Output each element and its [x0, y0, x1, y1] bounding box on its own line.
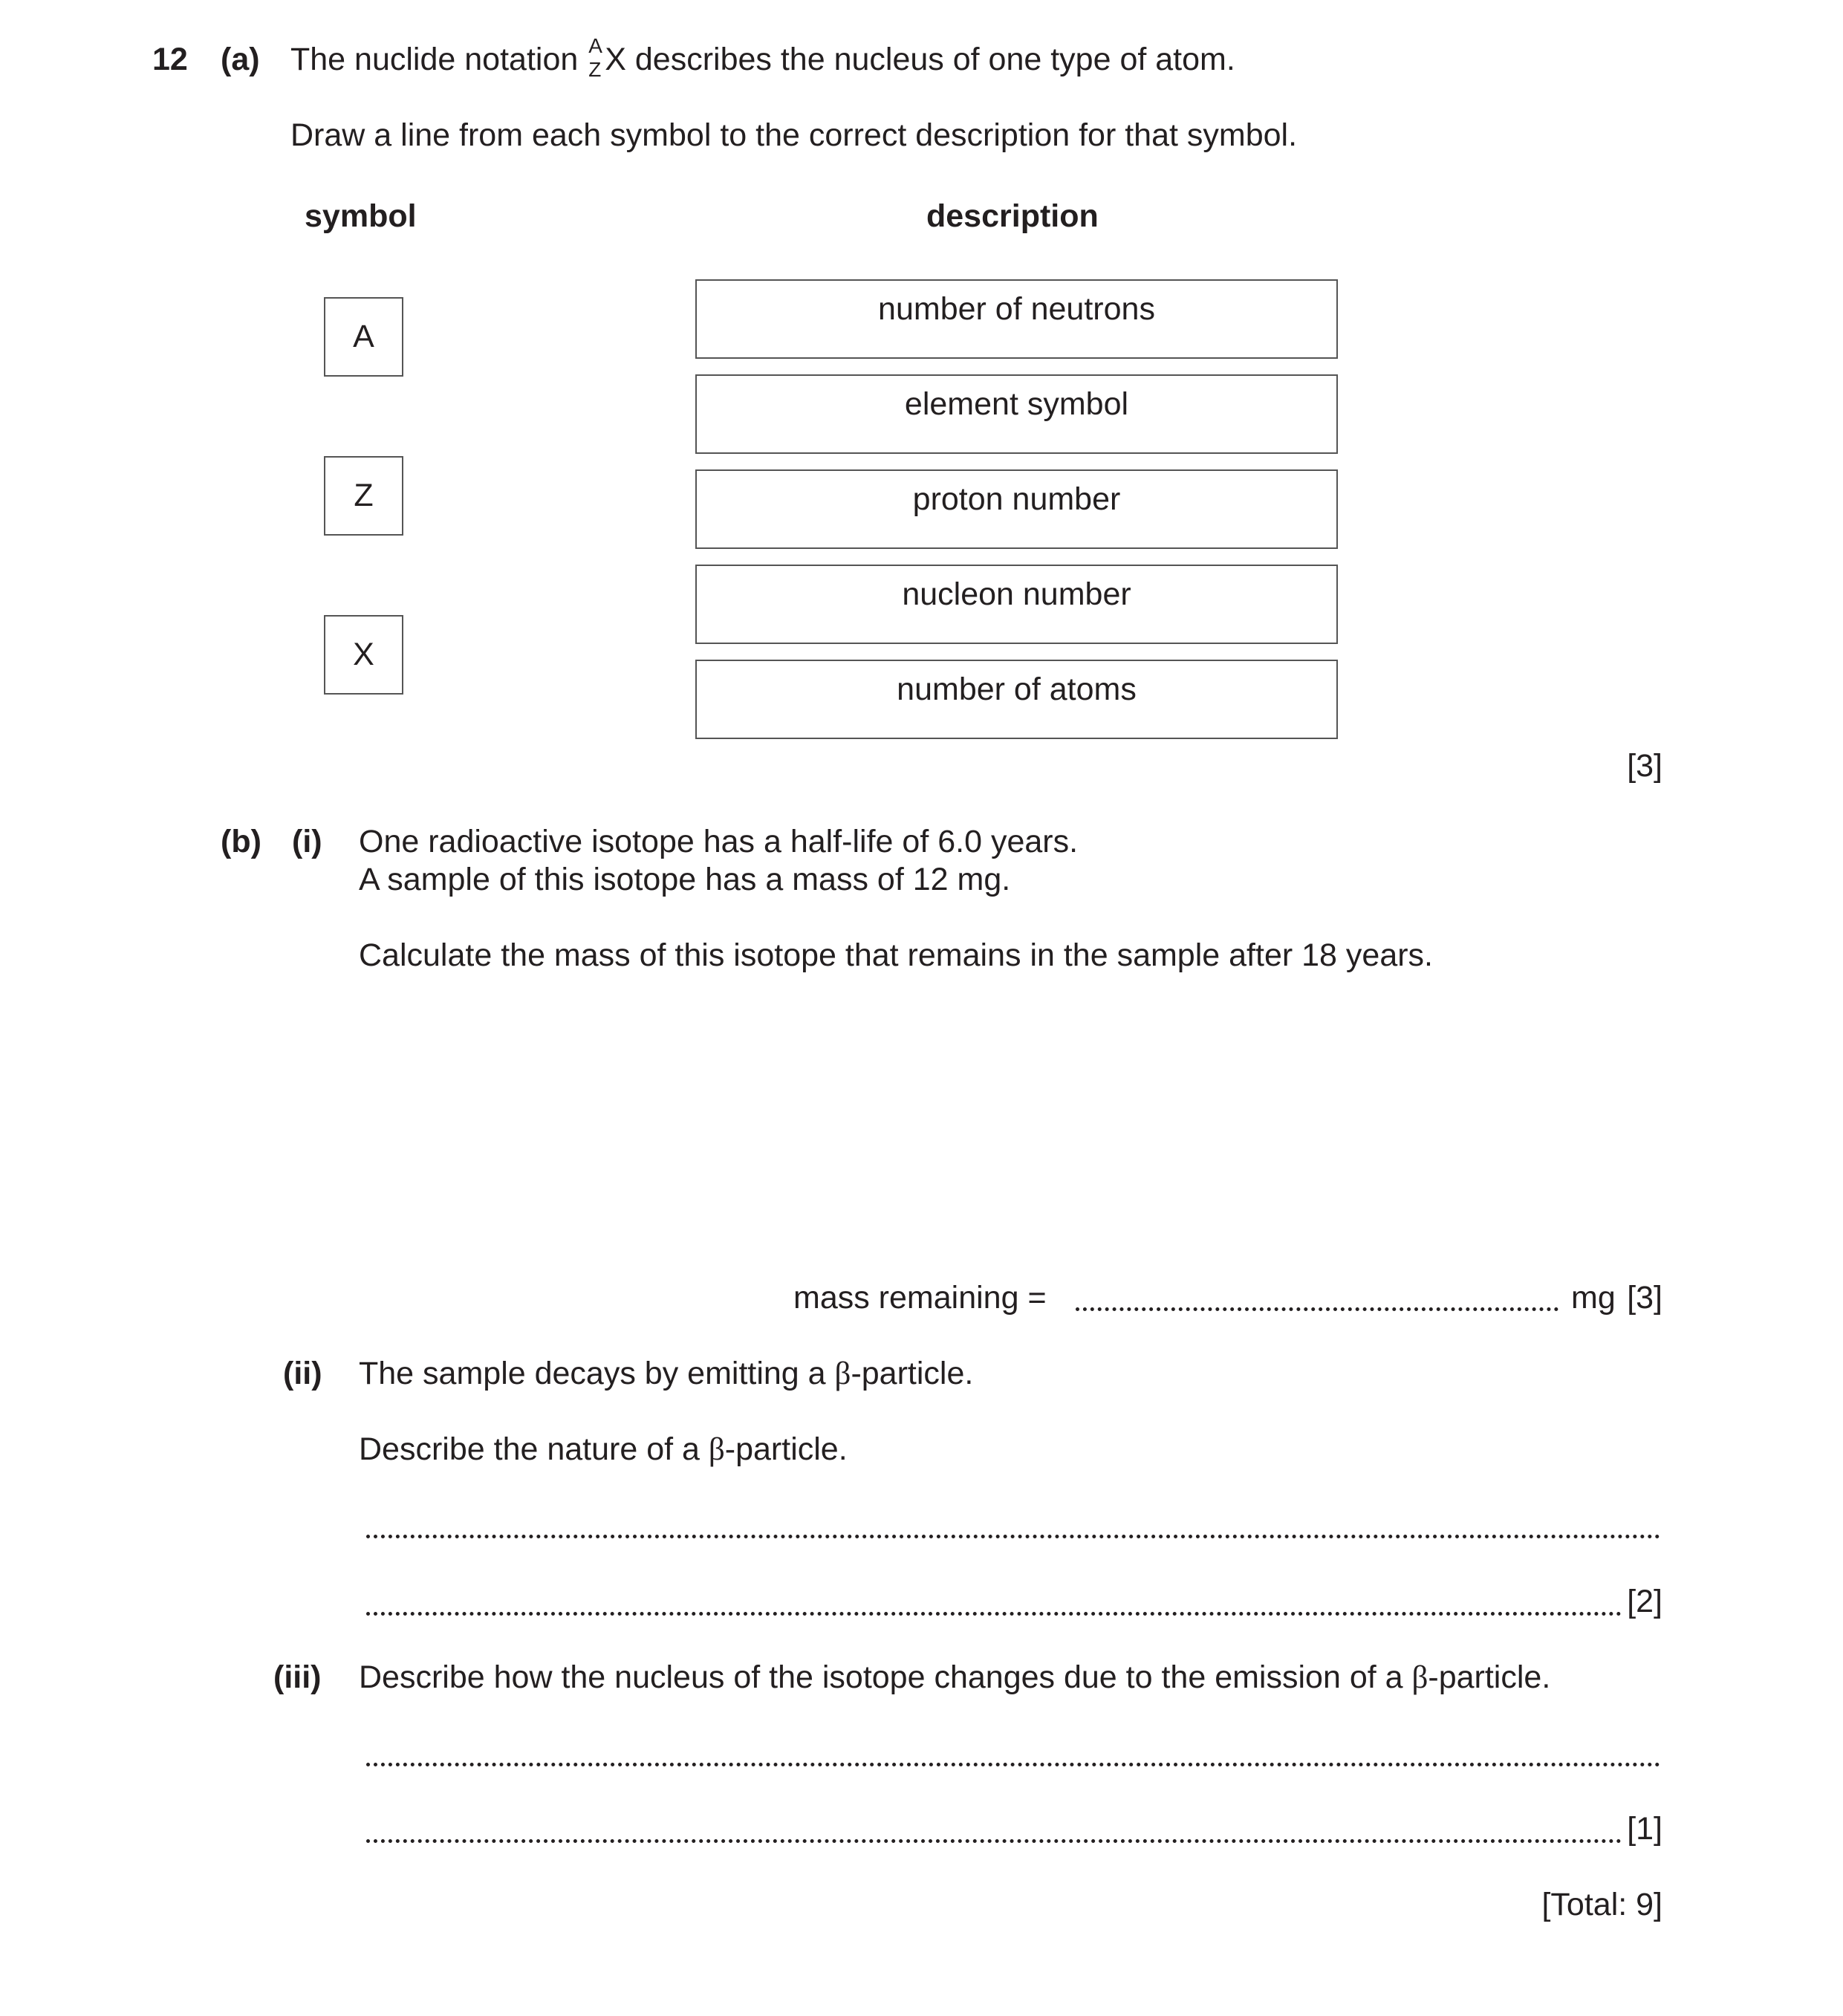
part-b-iii-label: (iii) — [273, 1659, 322, 1695]
part-b-ii-line1-text: The sample decays by emitting a — [359, 1356, 826, 1391]
part-a-instruction: Draw a line from each symbol to the correct description for that symbol. — [290, 117, 1298, 153]
symbol-label: X — [353, 637, 374, 672]
notation-element-symbol: X — [605, 42, 626, 77]
description-heading: description — [926, 198, 1099, 234]
part-a-marks: [3] — [1627, 748, 1662, 784]
part-b-iii-suffix: -particle. — [1428, 1659, 1551, 1695]
question-number: 12 — [152, 42, 188, 77]
description-label: number of neutrons — [878, 291, 1155, 327]
part-b-ii-marks: [2] — [1627, 1584, 1662, 1619]
beta-symbol: β — [834, 1356, 851, 1391]
nuclide-notation — [587, 34, 605, 81]
part-b-i-question: Calculate the mass of this isotope that remains in the sample after 18 years. — [359, 937, 1434, 973]
part-b-ii-label: (ii) — [283, 1356, 322, 1391]
mass-unit: mg — [1571, 1280, 1616, 1316]
notation-proton-number: Z — [588, 58, 602, 81]
description-box-neutrons[interactable] — [695, 279, 1338, 359]
description-box-nucleon-number[interactable] — [695, 565, 1338, 644]
part-b-iii-answer-line-1[interactable] — [366, 1763, 1660, 1766]
description-label: proton number — [912, 481, 1121, 517]
notation-mass-number: A — [588, 34, 602, 57]
part-b-iii-answer-line-2[interactable] — [366, 1839, 1622, 1843]
part-b-ii-line1 — [359, 1354, 973, 1394]
description-label: nucleon number — [902, 576, 1131, 612]
part-b-ii-answer-line-2[interactable] — [366, 1612, 1622, 1616]
beta-symbol: β — [1411, 1660, 1428, 1695]
part-b-i-line1: One radioactive isotope has a half-life of 6.0 years. — [359, 824, 1079, 859]
total-marks: [Total: 9] — [1541, 1887, 1662, 1922]
part-b-i-marks: [3] — [1627, 1280, 1662, 1316]
symbol-label: Z — [354, 478, 374, 513]
part-b-ii-line1-suffix: -particle. — [851, 1356, 974, 1391]
description-box-element-symbol[interactable] — [695, 374, 1338, 454]
symbol-heading: symbol — [305, 198, 417, 234]
part-b-ii-line2-suffix: -particle. — [724, 1431, 848, 1467]
part-b-ii-answer-line-1[interactable] — [366, 1535, 1660, 1538]
description-label: element symbol — [904, 386, 1129, 422]
symbol-box-a[interactable] — [324, 297, 403, 377]
part-b-iii-question — [359, 1658, 1550, 1697]
part-a-stem — [290, 34, 1235, 81]
part-b-ii-line2-text: Describe the nature of a — [359, 1431, 700, 1467]
part-b-ii-line2 — [359, 1430, 848, 1469]
symbol-label: A — [353, 319, 374, 354]
part-b-iii-text: Describe how the nucleus of the isotope changes due to the emission of a — [359, 1659, 1403, 1695]
description-box-number-of-atoms[interactable] — [695, 660, 1338, 739]
part-b-i-line2: A sample of this isotope has a mass of 12 mg. — [359, 862, 1011, 897]
symbol-box-x[interactable] — [324, 615, 403, 695]
part-b-label: (b) — [221, 824, 261, 859]
part-b-iii-marks: [1] — [1627, 1811, 1662, 1847]
mass-remaining-label: mass remaining = — [793, 1280, 1047, 1316]
part-b-i-label: (i) — [292, 824, 322, 859]
part-a-label: (a) — [221, 42, 260, 77]
stem-text-before: The nuclide notation — [290, 42, 579, 77]
mass-remaining-answer-line[interactable] — [1076, 1307, 1558, 1311]
stem-text-after: describes the nucleus of one type of atom. — [634, 42, 1235, 77]
symbol-box-z[interactable] — [324, 456, 403, 536]
beta-symbol: β — [708, 1432, 725, 1467]
description-box-proton-number[interactable] — [695, 469, 1338, 549]
description-label: number of atoms — [897, 672, 1137, 707]
